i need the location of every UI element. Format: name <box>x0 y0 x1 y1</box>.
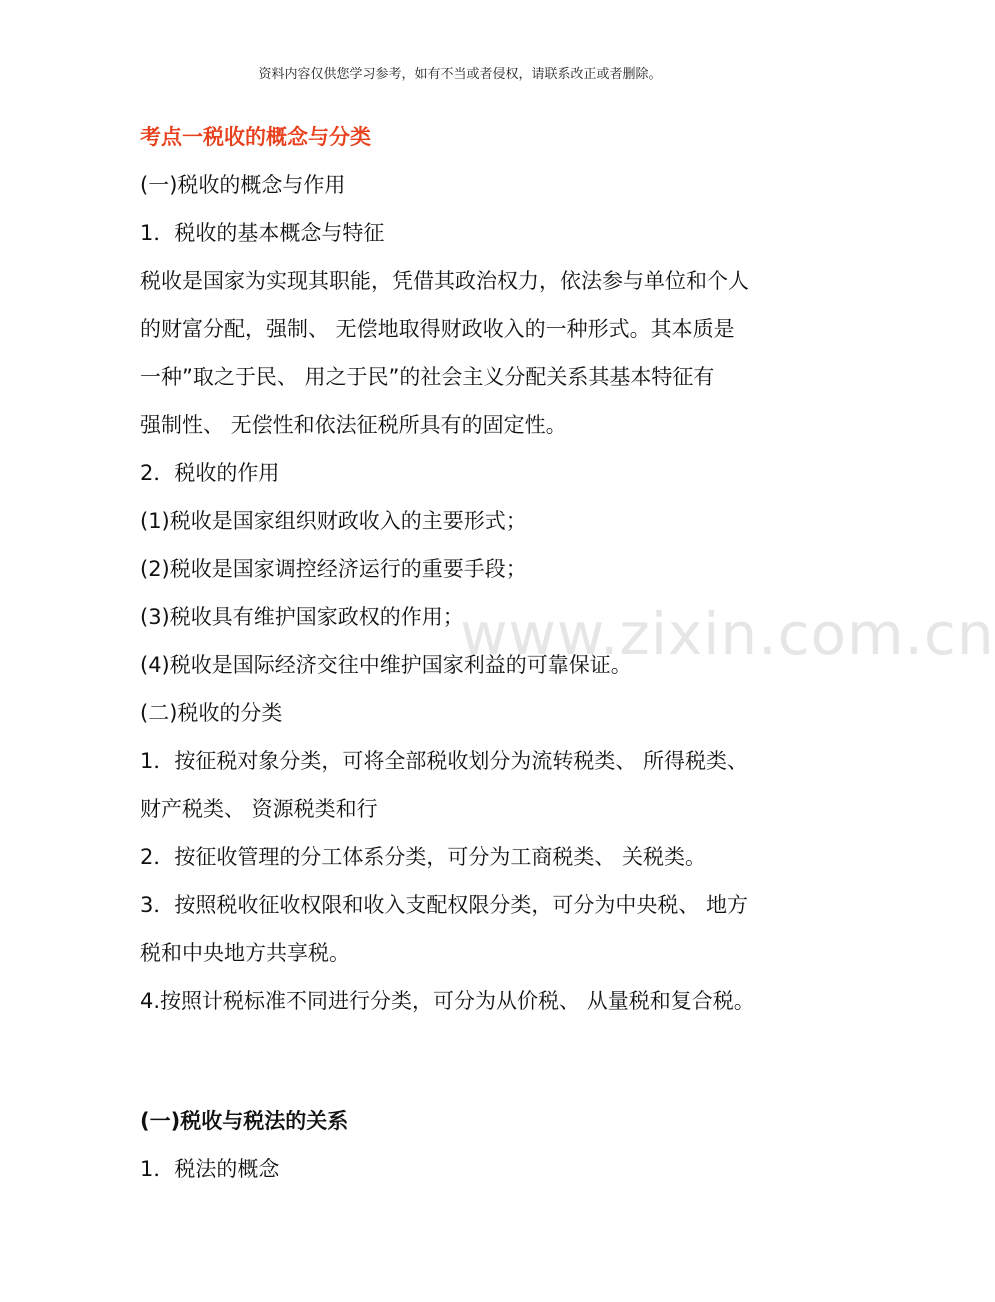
subsection-title: (一)税收与税法的关系 <box>140 1109 349 1133</box>
watermark: www.zixin.com.cn <box>460 600 995 668</box>
text-line: (1)税收是国家组织财政收入的主要形式； <box>140 509 527 533</box>
text-line: (2)税收是国家调控经济运行的重要手段； <box>140 557 527 581</box>
text-line: 税和中央地方共享税。 <box>140 941 350 965</box>
text-line: (一)税收的概念与作用 <box>140 173 346 197</box>
text-line: 财产税类、 资源税类和行 <box>140 797 378 821</box>
page-header-disclaimer: 资料内容仅供您学习参考，如有不当或者侵权，请联系改正或者删除。 <box>258 67 662 82</box>
text-line: 1．税收的基本概念与特征 <box>140 221 385 245</box>
text-line: (3)税收具有维护国家政权的作用； <box>140 605 464 629</box>
section-title: 考点一税收的概念与分类 <box>140 125 371 149</box>
text-line: 4.按照计税标准不同进行分类，可分为从价税、 从量税和复合税。 <box>140 989 755 1013</box>
text-line: (4)税收是国际经济交往中维护国家利益的可靠保证。 <box>140 653 632 677</box>
text-line: 1．按征税对象分类，可将全部税收划分为流转税类、 所得税类、 <box>140 749 749 773</box>
text-line: 2．按征收管理的分工体系分类，可分为工商税类、 关税类。 <box>140 845 707 869</box>
text-line: 的财富分配，强制、 无偿地取得财政收入的一种形式。其本质是 <box>140 317 735 341</box>
text-line: 强制性、 无偿性和依法征税所具有的固定性。 <box>140 413 567 437</box>
text-line: 一种”取之于民、 用之于民”的社会主义分配关系其基本特征有 <box>140 365 715 389</box>
text-line: 2．税收的作用 <box>140 461 280 485</box>
text-line: 1．税法的概念 <box>140 1157 280 1181</box>
text-line: 税收是国家为实现其职能，凭借其政治权力，依法参与单位和个人 <box>140 269 749 293</box>
text-line: (二)税收的分类 <box>140 701 283 725</box>
text-line: 3．按照税收征收权限和收入支配权限分类，可分为中央税、 地方 <box>140 893 749 917</box>
